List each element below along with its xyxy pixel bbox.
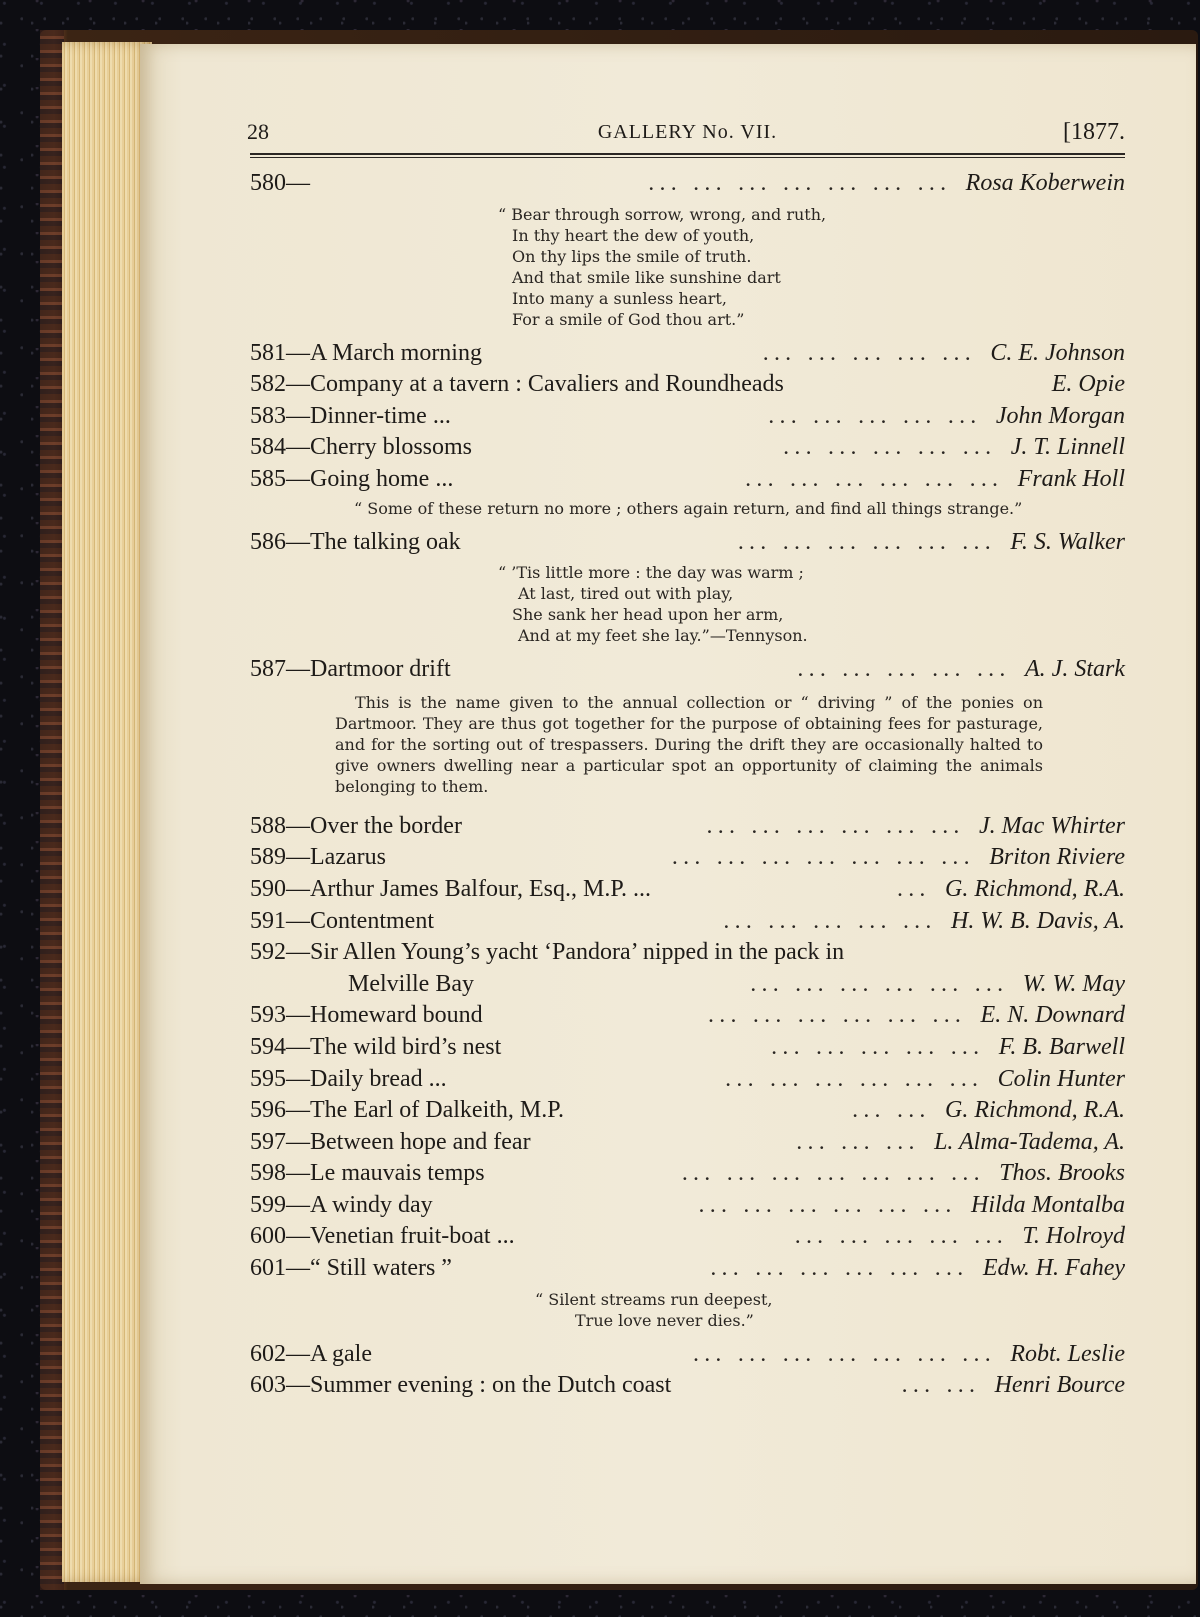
entry-artist: John Morgan xyxy=(995,402,1125,429)
catalogue-entry xyxy=(250,874,1125,906)
entry-title: 597—Between hope and fear xyxy=(250,1128,531,1155)
entry-title: 594—The wild bird’s nest xyxy=(250,1033,502,1060)
leader-dots: ... ... ... ... ... ... ... xyxy=(648,176,952,194)
note-587 xyxy=(250,692,1125,797)
entry-title: 602—A gale xyxy=(250,1340,372,1367)
header-rule xyxy=(250,153,1125,158)
entry-artist: F. B. Barwell xyxy=(998,1033,1125,1060)
entry-title: 599—A windy day xyxy=(250,1191,433,1218)
catalogue-entry xyxy=(250,369,1125,401)
catalogue-entry xyxy=(250,464,1125,496)
leader-dots: ... ... ... ... ... ... xyxy=(706,818,966,837)
entry-title: 589—Lazarus xyxy=(250,844,386,871)
note-text: This is the name given to the annual collection or “ driving ” of the ponies on Dartmoor. They are thus got together for the purpose of obtaining fees for pasturage, and for the sorting out of trespassers. During the drift they are occasionally halted to give owners dwelling near a particular spot an opportunity of claiming the animals belonging to them. xyxy=(335,692,1043,796)
leader-dots: ... ... ... ... ... ... xyxy=(745,471,1004,490)
quote-line: And that smile like sunshine dart xyxy=(512,267,781,287)
catalogue-entry xyxy=(250,1095,1125,1127)
quote-line: “ ’Tis little more : the day was warm ; xyxy=(498,563,804,583)
quote-line: She sank her head upon her arm, xyxy=(512,605,784,625)
quote-text: “ Some of these return no more ; others again return, and find all things strange.” xyxy=(354,498,1023,518)
catalogue-entry xyxy=(250,527,1125,559)
entry-artist: E. N. Downard xyxy=(980,1002,1125,1029)
leader-dots: ... ... ... ... ... xyxy=(795,1229,1009,1248)
catalogue-entry xyxy=(250,842,1125,874)
year-label: [1877. xyxy=(1063,119,1125,145)
catalogue-entry xyxy=(250,1253,1125,1285)
entry-title: 585—Going home ... xyxy=(250,465,454,492)
entry-artist: Briton Riviere xyxy=(989,844,1125,871)
entry-title: 586—The talking oak xyxy=(250,528,461,555)
entry-artist: C. E. Johnson xyxy=(990,339,1125,366)
entry-artist: Colin Hunter xyxy=(997,1065,1125,1092)
catalogue-entry xyxy=(250,937,1125,969)
entry-artist: Frank Holl xyxy=(1017,465,1125,492)
catalogue-entry xyxy=(250,168,1125,200)
quote-line: Into many a sunless heart, xyxy=(512,288,727,308)
entry-title: Melville Bay xyxy=(348,970,474,997)
leader-dots: ... ... xyxy=(852,1103,932,1122)
leader-dots: ... ... ... ... ... ... xyxy=(708,1008,967,1027)
catalogue-entry xyxy=(250,1064,1125,1096)
leader-dots: ... ... ... xyxy=(796,1134,921,1153)
entry-artist: F. S. Walker xyxy=(1010,528,1125,555)
entry-artist: A. J. Stark xyxy=(1025,656,1125,683)
entry-artist: Robt. Leslie xyxy=(1010,1340,1125,1367)
entry-title: 591—Contentment xyxy=(250,907,434,934)
quote-line: In thy heart the dew of youth, xyxy=(512,225,755,245)
leader-dots: ... ... ... ... ... xyxy=(797,662,1012,681)
quote-line: At last, tired out with play, xyxy=(518,584,734,604)
catalogue-entry xyxy=(250,906,1125,938)
catalogue-entry-continuation xyxy=(250,969,1125,1001)
entry-title: 583—Dinner-time ... xyxy=(250,402,451,429)
leader-dots: ... ... ... ... ... ... ... xyxy=(682,1166,986,1185)
catalogue-entry xyxy=(250,1370,1125,1402)
leader-dots: ... ... ... ... ... xyxy=(771,1039,985,1058)
catalogue-entry xyxy=(250,1000,1125,1032)
leader-dots: ... ... ... ... ... xyxy=(783,440,997,459)
catalogue-entry xyxy=(250,432,1125,464)
entry-title: 593—Homeward bound xyxy=(250,1002,483,1029)
catalogue-page-content xyxy=(247,115,1125,1402)
quote-585 xyxy=(250,498,1125,519)
entry-title: 588—Over the border xyxy=(250,812,462,839)
quote-line: And at my feet she lay.”—Tennyson. xyxy=(518,626,808,646)
catalogue-entry xyxy=(250,811,1125,843)
entry-artist: Rosa Koberwein xyxy=(965,170,1125,196)
catalogue-entry xyxy=(250,401,1125,433)
quote-line: True love never dies.” xyxy=(575,1310,754,1330)
entry-title: 587—Dartmoor drift xyxy=(250,656,451,683)
entry-artist: J. T. Linnell xyxy=(1010,434,1125,461)
leader-dots: ... ... xyxy=(902,1378,981,1397)
leader-dots: ... ... ... ... ... xyxy=(768,408,982,427)
leader-dots: ... ... ... ... ... ... xyxy=(698,1197,957,1216)
catalogue-entry xyxy=(250,1221,1125,1253)
quote-line: For a smile of God thou art.” xyxy=(512,309,745,329)
quote-line: “ Silent streams run deepest, xyxy=(535,1289,773,1309)
leader-dots: ... ... ... ... ... ... ... xyxy=(693,1346,997,1365)
entry-artist: Henri Bource xyxy=(994,1372,1125,1399)
page-title: GALLERY No. VII. xyxy=(597,121,778,143)
entry-title: 603—Summer evening : on the Dutch coast xyxy=(250,1372,672,1399)
page-edges xyxy=(62,42,152,1582)
entry-artist: H. W. B. Davis, A. xyxy=(951,907,1125,934)
entry-title: 581—A March morning xyxy=(250,339,482,366)
quote-580 xyxy=(250,204,1125,330)
leader-dots: ... ... ... ... ... ... xyxy=(725,1071,984,1090)
leader-dots: ... ... ... ... ... ... xyxy=(710,1261,969,1280)
entry-title: 601—“ Still waters ” xyxy=(250,1255,452,1282)
entry-title: 590—Arthur James Balfour, Esq., M.P. ... xyxy=(250,875,652,902)
entry-title: 582—Company at a tavern : Cavaliers and Roundheads xyxy=(250,371,784,398)
leader-dots: ... ... ... ... ... ... xyxy=(750,976,1009,995)
entry-artist: Thos. Brooks xyxy=(999,1160,1125,1187)
catalogue-entry xyxy=(250,338,1125,370)
leader-dots: ... ... ... ... ... xyxy=(763,345,977,364)
entry-title: 598—Le mauvais temps xyxy=(250,1160,485,1187)
catalogue-entry xyxy=(250,1339,1125,1371)
leader-dots: ... ... ... ... ... ... ... xyxy=(672,850,976,869)
entry-artist: L. Alma-Tadema, A. xyxy=(934,1128,1125,1155)
entry-title: 595—Daily bread ... xyxy=(250,1065,447,1092)
quote-601 xyxy=(250,1289,1125,1331)
page-number: 28 xyxy=(247,119,269,144)
entry-title: 580— xyxy=(250,170,310,196)
running-head xyxy=(247,115,1125,145)
leader-dots: ... ... ... ... ... ... xyxy=(738,534,997,553)
entry-artist: E. Opie xyxy=(1051,371,1125,398)
catalogue-entry xyxy=(250,1127,1125,1159)
entry-title: 592—Sir Allen Young’s yacht ‘Pandora’ nipped in the pack in xyxy=(250,939,845,966)
quote-line: On thy lips the smile of truth. xyxy=(512,246,752,266)
leader-dots: ... ... ... ... ... xyxy=(723,913,937,932)
catalogue-entry xyxy=(250,1032,1125,1064)
entry-artist: G. Richmond, R.A. xyxy=(945,875,1125,902)
entry-artist: G. Richmond, R.A. xyxy=(945,1097,1125,1124)
entry-artist: W. W. May xyxy=(1022,970,1125,997)
catalogue-entry xyxy=(250,1190,1125,1222)
entry-title: 600—Venetian fruit-boat ... xyxy=(250,1223,515,1250)
entry-title: 596—The Earl of Dalkeith, M.P. xyxy=(250,1097,564,1124)
entry-artist: J. Mac Whirter xyxy=(979,812,1125,839)
entry-artist: Hilda Montalba xyxy=(971,1191,1125,1218)
entry-artist: T. Holroyd xyxy=(1022,1223,1125,1250)
catalogue-entry xyxy=(250,1158,1125,1190)
leader-dots: ... xyxy=(897,881,932,900)
entry-artist: Edw. H. Fahey xyxy=(982,1255,1125,1282)
catalogue-entry xyxy=(250,654,1125,686)
quote-586 xyxy=(250,562,1125,646)
entry-title: 584—Cherry blossoms xyxy=(250,434,472,461)
quote-line: “ Bear through sorrow, wrong, and ruth, xyxy=(498,204,827,224)
